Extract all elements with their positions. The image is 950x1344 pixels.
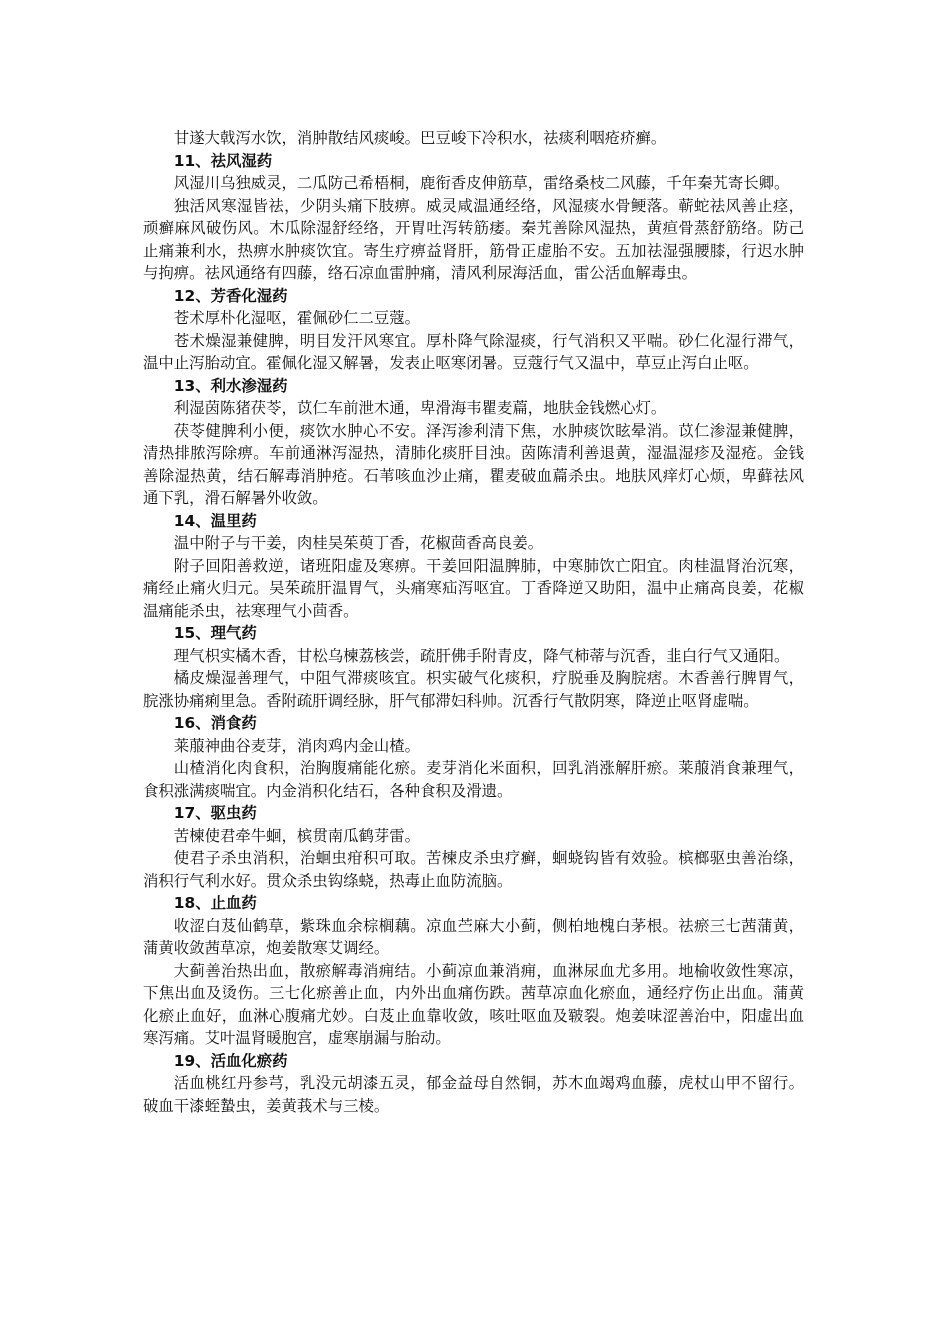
section-heading: 17、驱虫药 bbox=[173, 804, 257, 822]
section-heading: 12、芳香化湿药 bbox=[173, 286, 288, 305]
section-paragraph: 风湿川乌独威灵，二瓜防己希梧桐，鹿衔香皮伸筋草，雷络桑枝二风藤，千年秦艽寄长卿。 bbox=[173, 174, 790, 192]
section-heading: 18、止血药 bbox=[173, 894, 257, 912]
section-heading: 11、祛风湿药 bbox=[173, 151, 273, 170]
section-paragraph: 独活风寒湿皆祛，少阴头痛下肢痹。威灵咸温通经络，风湿痰水骨鲠落。蕲蛇祛风善止痉，顽癣麻风破伤风。木瓜除湿舒经络，开胃吐泻转筋痿。秦艽善除风湿热，黄疸骨蒸舒筋络。防己止痛兼利水，热痹水肿痰饮宜。寄生疗痹益肾肝，筋骨正虚胎不安。五加祛湿强腰膝，行迟水肿与拘痹。祛风通络有四藤，络石凉血雷肿痛，清风利尿海活血，雷公活血解毒虫。 bbox=[143, 196, 804, 282]
section-heading: 16、消食药 bbox=[173, 714, 257, 732]
section-heading: 15、理气药 bbox=[173, 624, 257, 642]
section-paragraph: 使君子杀虫消积，治蛔虫疳积可取。苦楝皮杀虫疗癣，蛔蛲钩皆有效验。槟榔驱虫善治绦，消积行气利水好。贯众杀虫钩绦蛲，热毒止血防流脑。 bbox=[143, 849, 804, 890]
section-paragraph: 莱菔神曲谷麦芽，消肉鸡内金山楂。 bbox=[173, 736, 421, 755]
section-paragraph: 大蓟善治热出血，散瘀解毒消痈结。小蓟凉血兼消痈，血淋尿血尤多用。地榆收敛性寒凉，下焦出血及烫伤。三七化瘀善止血，内外出血痛伤跌。茜草凉血化瘀血，通经疗伤止出血。蒲黄化瘀止血好，血淋心腹痛尤妙。白芨止血靠收敛，咳吐呕血及皲裂。炮姜味涩善治中，阳虚出血寒泻痛。艾叶温肾暖胞宫，虚寒崩漏与胎动。 bbox=[143, 961, 804, 1047]
section-paragraph: 苦楝使君牵牛蛔，槟贯南瓜鹤芽雷。 bbox=[173, 826, 421, 845]
section-paragraph: 温中附子与干姜，肉桂吴茱萸丁香，花椒茴香高良姜。 bbox=[173, 534, 544, 552]
section-heading: 13、利水渗湿药 bbox=[173, 376, 288, 395]
section-paragraph: 附子回阳善救逆，诸班阳虚及寒痹。干姜回阳温脾肺，中寒肺饮亡阳宜。肉桂温肾治沉寒，痛经止痛火归元。吴茱疏肝温胃气，头痛寒疝泻呕宜。丁香降逆又助阳，温中止痛高良姜，花椒温痛能杀虫，祛寒理气小茴香。 bbox=[143, 556, 804, 620]
section-paragraph: 茯苓健脾利小便，痰饮水肿心不安。泽泻渗利清下焦，水肿痰饮眩晕消。苡仁渗湿兼健脾，清热排脓泻除痹。车前通淋泻湿热，清肺化痰肝目浊。茵陈清利善退黄，湿温湿疹及湿疮。金钱善除湿热黄，结石解毒消肿疮。石苇咳血沙止痛，瞿麦破血萹杀虫。地肤风痒灯心烦，卑藓祛风通下乳，滑石解暑外收敛。 bbox=[143, 421, 804, 507]
section-paragraph: 理气枳实橘木香，甘松乌楝荔核尝，疏肝佛手附青皮，降气柿蒂与沉香，韭白行气又通阳。 bbox=[173, 646, 790, 665]
section-paragraph: 山楂消化肉食积，治胸腹痛能化瘀。麦芽消化米面积，回乳消涨解肝瘀。莱菔消食兼理气，食积涨满痰喘宜。内金消积化结石，各种食积及滑遗。 bbox=[143, 759, 804, 800]
section-paragraph: 收涩白芨仙鹤草，紫珠血余棕榈藕。凉血苎麻大小蓟，侧柏地槐白茅根。祛瘀三七茜蒲黄，蒲黄收敛茜草凉，炮姜散寒艾调经。 bbox=[143, 916, 804, 957]
section-paragraph: 利湿茵陈猪茯苓，苡仁车前泄木通，卑滑海韦瞿麦萹，地肤金钱燃心灯。 bbox=[173, 399, 667, 417]
intro-paragraph: 甘遂大戟泻水饮，消肿散结风痰峻。巴豆峻下冷积水，祛痰利咽疮疥癣。 bbox=[173, 129, 667, 147]
section-paragraph: 活血桃红丹参芎，乳没元胡漆五灵，郁金益母自然铜，苏木血竭鸡血藤，虎杖山甲不留行。破血干漆蛭蟄虫，姜黄莪术与三棱。 bbox=[143, 1074, 804, 1115]
document-body bbox=[143, 127, 804, 1117]
section-heading: 14、温里药 bbox=[173, 511, 257, 530]
section-paragraph: 橘皮燥湿善理气，中阻气滞痰咳宜。枳实破气化痰积，疗脱垂及胸脘痞。木香善行脾胃气，脘涨协痛痢里急。香附疏肝调经脉，肝气郁滞妇科帅。沉香行气散阴寒，降逆止呕肾虚喘。 bbox=[143, 669, 804, 710]
section-paragraph: 苍术厚朴化湿呕，霍佩砂仁二豆蔻。 bbox=[173, 309, 421, 327]
section-paragraph: 苍术燥湿兼健脾，明目发汗风寒宜。厚朴降气除湿痰，行气消积又平喘。砂仁化湿行滞气，温中止泻胎动宜。霍佩化湿又解暑，发表止呕寒闭暑。豆蔻行气又温中，草豆止泻白止呕。 bbox=[143, 331, 804, 372]
section-heading: 19、活血化瘀药 bbox=[173, 1051, 288, 1070]
